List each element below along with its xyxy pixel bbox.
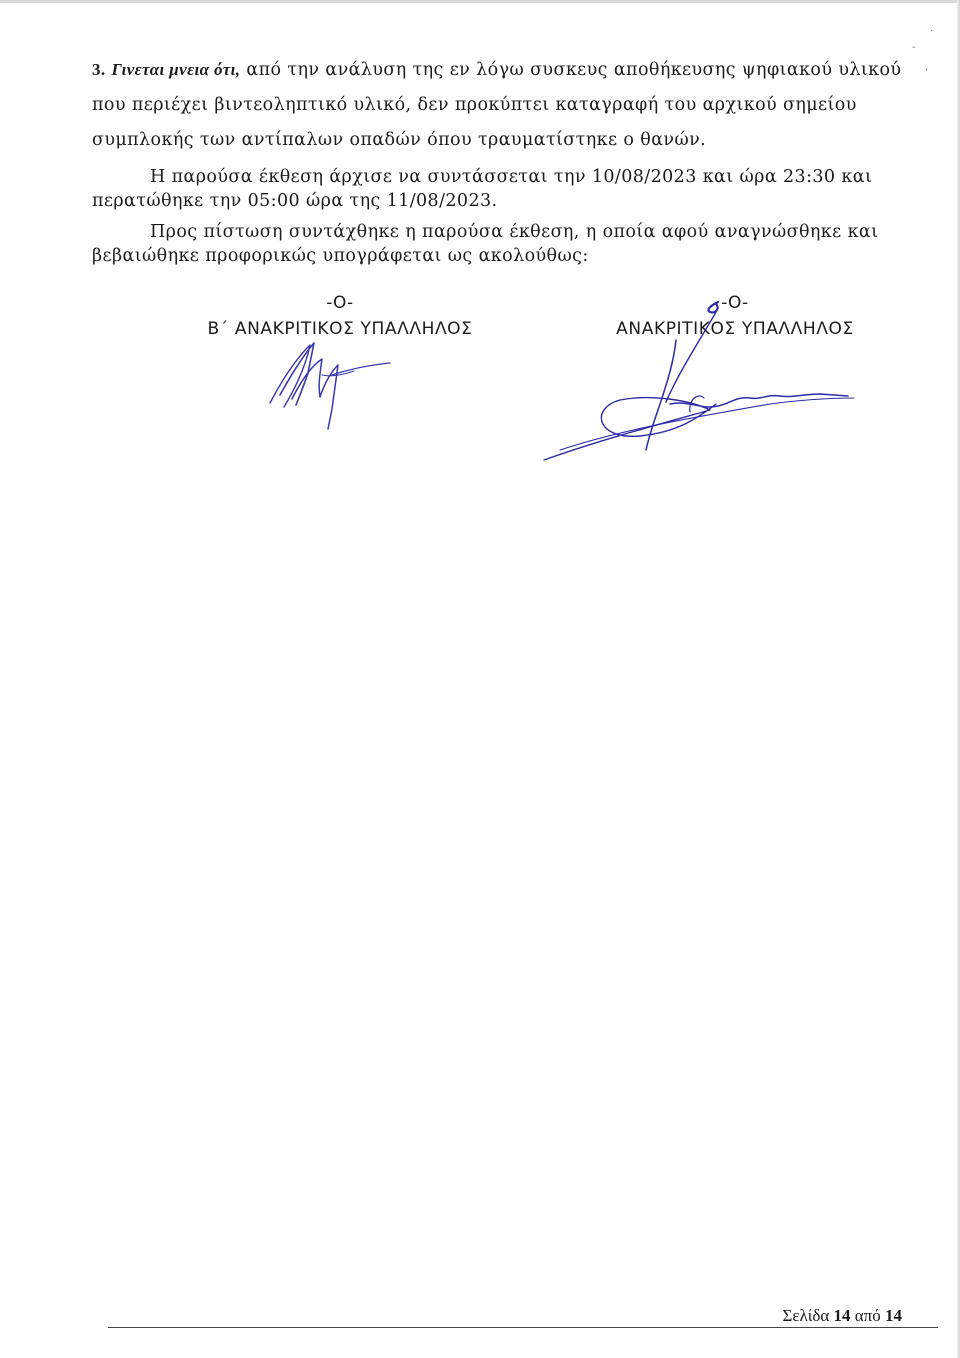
signatory-right-mark: -Ο-	[721, 293, 749, 313]
paragraph-number: 3.	[92, 60, 106, 79]
paragraph-3-text-1: από την ανάλυση της εν λόγω συσκευς αποθήκευσης ψηφιακού υλικού	[246, 60, 902, 80]
signatory-right-title: ΑΝΑΚΡΙΤΙΚΟΣ ΥΠΑΛΛΗΛΟΣ	[616, 319, 854, 339]
paragraph-3	[92, 52, 910, 158]
signatory-right	[585, 292, 885, 342]
scan-speck: -	[912, 42, 916, 53]
scan-speck: ,	[925, 62, 929, 73]
page-total: 14	[885, 1306, 902, 1325]
page-top-edge	[0, 0, 960, 3]
paragraph-closing-line-1: Προς πίστωση συντάχθηκε η παρούσα έκθεση, η οποία αφού αναγνώσθηκε και	[150, 222, 879, 242]
signatory-left-title: Β΄ ΑΝΑΚΡΙΤΙΚΟΣ ΥΠΑΛΛΗΛΟΣ	[207, 319, 473, 339]
paragraph-closing	[92, 220, 910, 268]
footer-rule	[108, 1327, 938, 1328]
paragraph-timing-line-2: περατώθηκε την 05:00 ώρα της 11/08/2023.	[92, 191, 498, 211]
page-label: Σελίδα	[782, 1306, 830, 1325]
paragraph-closing-line-2: βεβαιώθηκε προφορικώς υπογράφεται ως ακολούθως:	[92, 246, 589, 266]
paragraph-timing	[92, 165, 910, 213]
paragraph-timing-line-1: Η παρούσα έκθεση άρχισε να συντάσσεται την 10/08/2023 και ώρα 23:30 και	[150, 167, 873, 187]
page-current: 14	[833, 1306, 851, 1325]
paragraph-lead: Γινεται μνεια ότι,	[111, 60, 241, 79]
page-of-label: από	[854, 1306, 881, 1325]
signatory-left-mark: -Ο-	[326, 293, 354, 313]
page-footer	[782, 1306, 902, 1326]
paragraph-3-line-1	[92, 52, 910, 88]
scan-speck: ·	[930, 26, 934, 37]
paragraph-3-line-3: συμπλοκής των αντίπαλων οπαδών όπου τραυματίστηκε ο θανών.	[92, 130, 707, 150]
signatory-left	[170, 292, 510, 342]
paragraph-3-line-2: που περιέχει βιντεοληπτικό υλικό, δεν προκύπτει καταγραφή του αρχικού σημείου	[92, 95, 857, 115]
